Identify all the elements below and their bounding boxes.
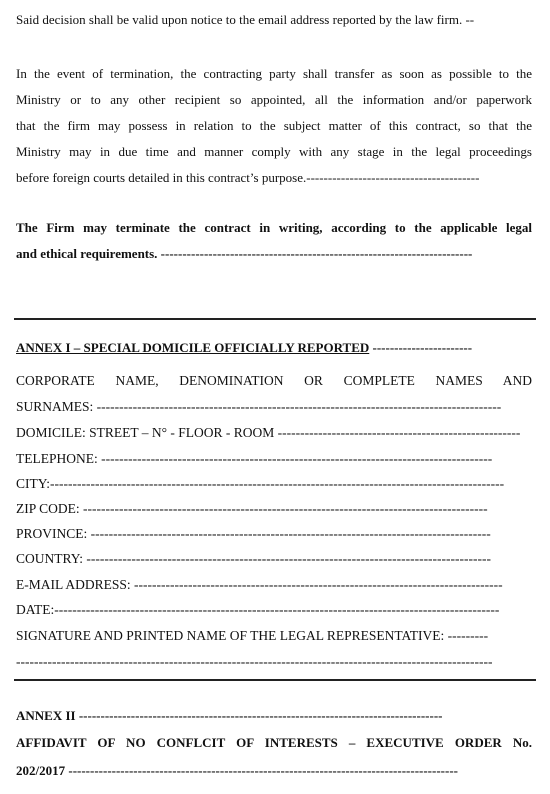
paragraph-termination-line-4: Ministry may in due time and manner comply with any stage in the legal proceedings bbox=[16, 144, 532, 159]
field-signature-continuation: ---------------------------------------------------------------------------------------------------------- bbox=[16, 654, 493, 669]
paragraph-firm-terminate-line-2: and ethical requirements. ------------------------------------------------------------------------ bbox=[16, 246, 473, 261]
paragraph-termination-line-1: In the event of termination, the contracting party shall transfer as soon as possible to the bbox=[16, 66, 532, 81]
field-date: DATE:--------------------------------------------------------------------------------------------------- bbox=[16, 602, 500, 617]
field-email-address: E-MAIL ADDRESS: ---------------------------------------------------------------------------------- bbox=[16, 577, 503, 592]
annex-2-order-line: 202/2017 ------------------------------------------------------------------------------------------ bbox=[16, 763, 458, 778]
field-province: PROVINCE: ----------------------------------------------------------------------------------------- bbox=[16, 526, 491, 541]
paragraph-termination-line-2: Ministry or to any other recipient so appointed, all the information and/or paperwork bbox=[16, 92, 532, 107]
annex-1-title-dashes: ----------------------- bbox=[369, 340, 473, 355]
paragraph-termination-line-5: before foreign courts detailed in this contract’s purpose.---------------------------------------- bbox=[16, 170, 480, 185]
field-surnames: SURNAMES: ------------------------------------------------------------------------------------------ bbox=[16, 399, 502, 414]
annex-1-title: ANNEX I – SPECIAL DOMICILE OFFICIALLY REPORTED bbox=[16, 340, 370, 355]
field-domicile: DOMICILE: STREET – N° - FLOOR - ROOM ------------------------------------------------------ bbox=[16, 425, 521, 440]
field-signature: SIGNATURE AND PRINTED NAME OF THE LEGAL REPRESENTATIVE: --------- bbox=[16, 628, 489, 643]
paragraph-valid-notice: Said decision shall be valid upon notice to the email address reported by the law firm. -- bbox=[16, 12, 475, 27]
annex-2-title-dashes: ------------------------------------------------------------------------------------ bbox=[75, 708, 443, 723]
field-city: CITY:----------------------------------------------------------------------------------------------------- bbox=[16, 476, 505, 491]
paragraph-termination-line-3: that the firm may possess in relation to the subject matter of this contract, so that the bbox=[16, 118, 532, 133]
section-divider-2 bbox=[14, 679, 536, 681]
paragraph-firm-terminate-line-1: The Firm may terminate the contract in writing, according to the applicable legal bbox=[16, 220, 532, 235]
field-corporate-name: CORPORATE NAME, DENOMINATION OR COMPLETE NAMES AND bbox=[16, 373, 532, 388]
annex-2-title: ANNEX II bbox=[16, 708, 76, 723]
annex-2-affidavit-line: AFFIDAVIT OF NO CONFLCIT OF INTERESTS – EXECUTIVE ORDER No. bbox=[16, 735, 532, 750]
field-zip-code: ZIP CODE: ------------------------------------------------------------------------------------------ bbox=[16, 501, 488, 516]
field-telephone: TELEPHONE: --------------------------------------------------------------------------------------- bbox=[16, 451, 493, 466]
annex-2-heading bbox=[16, 708, 532, 724]
field-country: COUNTRY: ------------------------------------------------------------------------------------------ bbox=[16, 551, 491, 566]
annex-1-heading bbox=[16, 340, 532, 356]
section-divider bbox=[14, 318, 536, 320]
